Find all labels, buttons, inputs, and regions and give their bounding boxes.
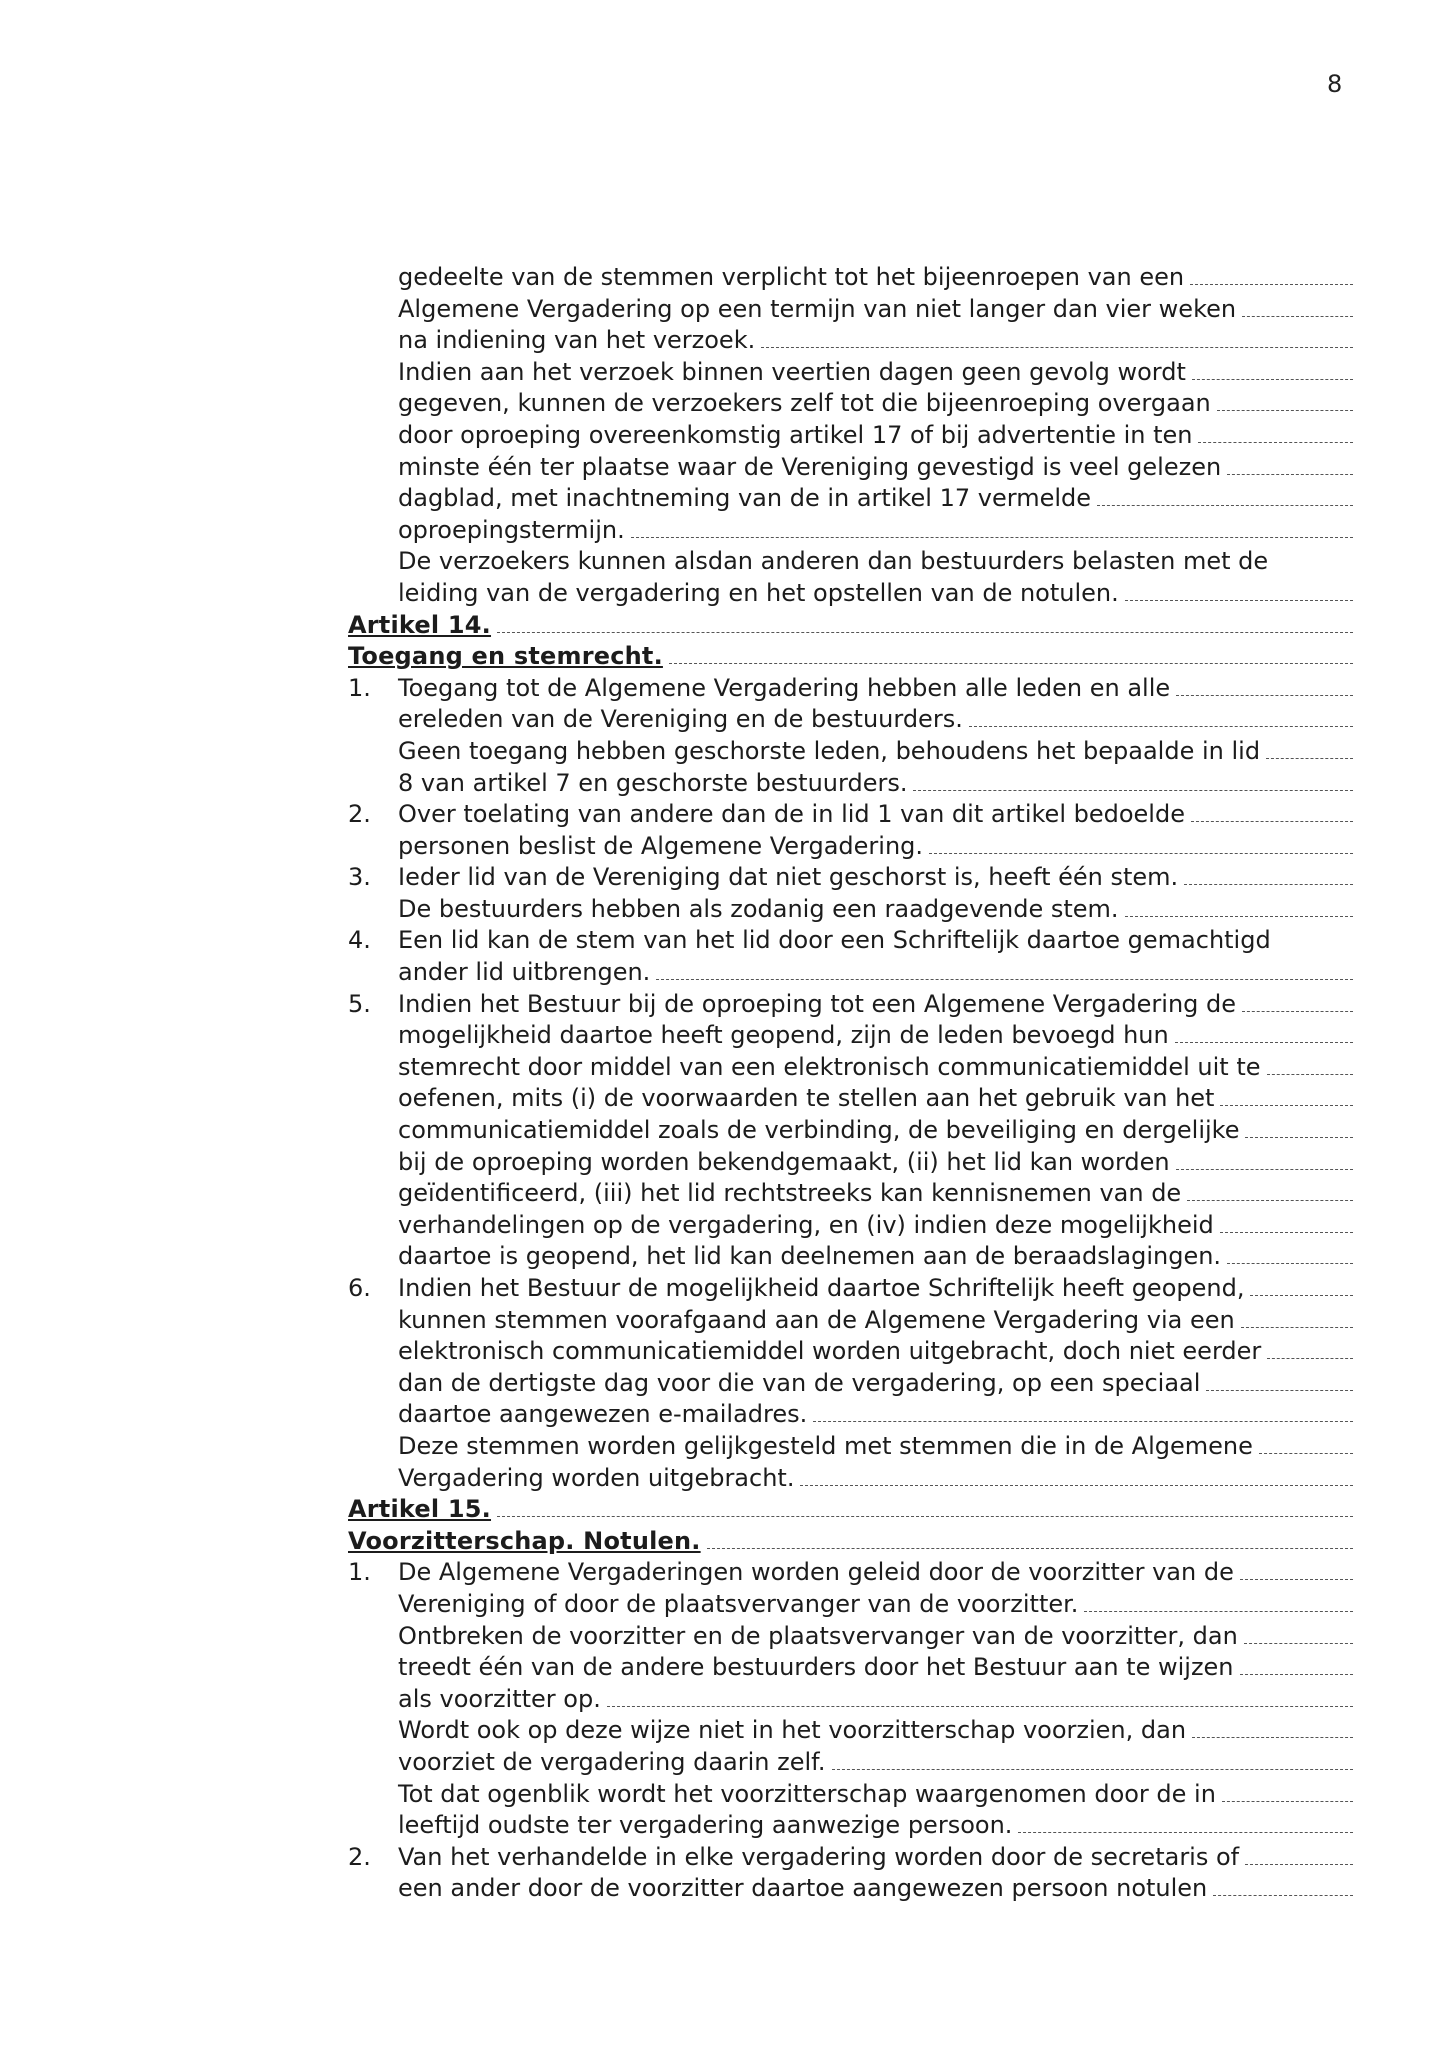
text-line (348, 546, 1353, 578)
line-text: leiding van de vergadering en het opstellen van de notulen. (398, 578, 1119, 607)
heading-text: Artikel 14. (348, 610, 492, 639)
text-line (348, 1399, 1353, 1431)
line-text: voorziet de vergadering daarin zelf. (398, 1747, 826, 1776)
text-line (348, 1431, 1353, 1463)
list-number: 6. (348, 1274, 371, 1302)
fill-dash-line (1242, 1011, 1353, 1012)
line-text: Indien het Bestuur de mogelijkheid daartoe Schriftelijk heeft geopend, (398, 1274, 1245, 1302)
line-text: na indiening van het verzoek. (398, 326, 756, 355)
line-text: oefenen, mits (i) de voorwaarden te stellen aan het gebruik van het (398, 1084, 1215, 1113)
list-item-line (348, 925, 1353, 957)
text-line (348, 1210, 1353, 1242)
text-line (348, 957, 1353, 989)
article-heading (348, 1526, 1353, 1558)
line-text: geïdentificeerd, (iii) het lid rechtstreeks kan kennisnemen van de (398, 1179, 1182, 1208)
list-item-line (348, 989, 1353, 1021)
text-line (348, 768, 1353, 800)
heading-text: Voorzitterschap. Notulen. (348, 1526, 701, 1555)
fill-dash-line (1187, 1200, 1353, 1201)
line-text: De Algemene Vergaderingen worden geleid door de voorzitter van de (398, 1558, 1234, 1587)
line-text: gedeelte van de stemmen verplicht tot het bijeenroepen van een (398, 263, 1185, 291)
text-line (348, 831, 1353, 863)
list-item-line (348, 862, 1353, 894)
text-line (348, 262, 1353, 294)
fill-dash-line (656, 979, 1353, 980)
text-line (348, 452, 1353, 484)
line-text: 8 van artikel 7 en geschorste bestuurders. (398, 768, 908, 797)
line-text: Ieder lid van de Vereniging dat niet geschorst is, heeft één stem. (398, 863, 1179, 892)
fill-dash-line (1125, 916, 1353, 917)
list-number: 1. (348, 1558, 371, 1587)
fill-dash-line (1191, 821, 1353, 822)
text-line (348, 325, 1353, 357)
text-line (348, 1178, 1353, 1210)
text-line (348, 1115, 1353, 1147)
line-text: daartoe aangewezen e-mailadres. (398, 1400, 808, 1429)
line-text: ereleden van de Vereniging en de bestuurders. (398, 705, 963, 734)
fill-dash-line (631, 537, 1353, 538)
fill-dash-line (1266, 758, 1353, 759)
fill-dash-line (1267, 1358, 1353, 1359)
fill-dash-line (1240, 1674, 1353, 1675)
text-line (348, 1463, 1353, 1495)
fill-dash-line (761, 347, 1353, 348)
text-line (348, 1147, 1353, 1179)
fill-dash-line (1217, 410, 1353, 411)
fill-dash-line (1097, 505, 1353, 506)
text-line (348, 1052, 1353, 1084)
text-line (348, 1621, 1353, 1653)
fill-dash-line (1192, 379, 1353, 380)
fill-dash-line (1227, 1263, 1353, 1264)
line-text: een ander door de voorzitter daartoe aangewezen persoon notulen (398, 1874, 1208, 1903)
list-item-line (348, 1842, 1353, 1874)
fill-dash-line (1220, 1105, 1353, 1106)
text-line (348, 578, 1353, 610)
line-text: Algemene Vergadering op een termijn van niet langer dan vier weken (398, 294, 1237, 323)
line-text: minste één ter plaatse waar de Vereniging gevestigd is veel gelezen (398, 452, 1222, 481)
line-text: Tot dat ogenblik wordt het voorzitterschap waargenomen door de in (398, 1779, 1216, 1808)
fill-dash-line (1227, 474, 1353, 475)
line-text: Van het verhandelde in elke vergadering worden door de secretaris of (398, 1842, 1240, 1871)
fill-dash-line (1222, 1801, 1353, 1802)
line-text: Ontbreken de voorzitter en de plaatsvervanger van de voorzitter, dan (398, 1621, 1238, 1650)
text-line (348, 1241, 1353, 1273)
line-text: personen beslist de Algemene Vergadering. (398, 831, 924, 860)
fill-dash-line (1220, 1232, 1353, 1233)
fill-dash-line (669, 663, 1353, 664)
page-number: 8 (1327, 70, 1343, 98)
text-line (348, 1083, 1353, 1115)
fill-dash-line (1242, 316, 1353, 317)
fill-dash-line (1244, 1643, 1353, 1644)
article-heading (348, 641, 1353, 673)
fill-dash-line (1190, 284, 1353, 285)
fill-dash-line (497, 632, 1353, 633)
fill-dash-line (1198, 442, 1353, 443)
fill-dash-line (913, 790, 1353, 791)
text-line (348, 483, 1353, 515)
line-text: De verzoekers kunnen alsdan anderen dan bestuurders belasten met de (398, 547, 1269, 576)
line-text: Vereniging of door de plaatsvervanger van de voorzitter. (398, 1589, 1079, 1618)
fill-dash-line (1175, 1042, 1353, 1043)
line-text: Indien aan het verzoek binnen veertien dagen geen gevolg wordt (398, 357, 1186, 386)
fill-dash-line (1084, 1611, 1353, 1612)
list-number: 1. (348, 673, 371, 702)
list-number: 3. (348, 863, 371, 892)
fill-dash-line (1259, 1453, 1353, 1454)
line-text: Wordt ook op deze wijze niet in het voorzitterschap voorzien, dan (398, 1716, 1187, 1745)
text-line (348, 388, 1353, 420)
fill-dash-line (1176, 1169, 1353, 1170)
text-line (348, 1368, 1353, 1400)
line-text: kunnen stemmen voorafgaand aan de Algemene Vergadering via een (398, 1305, 1235, 1334)
text-line (348, 1336, 1353, 1368)
line-text: Indien het Bestuur bij de oproeping tot een Algemene Vergadering de (398, 989, 1237, 1018)
text-line (348, 420, 1353, 452)
text-line (348, 894, 1353, 926)
fill-dash-line (607, 1706, 1353, 1707)
line-text: Toegang tot de Algemene Vergadering hebben alle leden en alle (398, 673, 1171, 702)
fill-dash-line (1176, 695, 1353, 696)
text-line (348, 736, 1353, 768)
line-text: De bestuurders hebben als zodanig een raadgevende stem. (398, 894, 1119, 923)
heading-text: Toegang en stemrecht. (348, 642, 663, 671)
list-item-line (348, 1273, 1353, 1305)
text-line (348, 1715, 1353, 1747)
text-line (348, 1779, 1353, 1811)
line-text: verhandelingen op de vergadering, en (iv) indien deze mogelijkheid (398, 1210, 1214, 1239)
text-line (348, 357, 1353, 389)
text-line (348, 1873, 1353, 1905)
fill-dash-line (813, 1421, 1353, 1422)
list-number: 5. (348, 989, 371, 1018)
line-text: dan de dertigste dag voor die van de vergadering, op een speciaal (398, 1368, 1201, 1397)
line-text: ander lid uitbrengen. (398, 958, 651, 987)
line-text: stemrecht door middel van een elektronisch communicatiemiddel uit te (398, 1052, 1261, 1081)
heading-text: Artikel 15. (348, 1495, 492, 1524)
fill-dash-line (707, 1548, 1353, 1549)
fill-dash-line (1245, 1137, 1353, 1138)
line-text: Over toelating van andere dan de in lid 1 van dit artikel bedoelde (398, 800, 1185, 829)
text-line (348, 515, 1353, 547)
line-text: leeftijd oudste ter vergadering aanwezige persoon. (398, 1811, 1013, 1840)
line-text: als voorzitter op. (398, 1684, 601, 1713)
text-line (348, 1747, 1353, 1779)
line-text: communicatiemiddel zoals de verbinding, de beveiliging en dergelijke (398, 1116, 1240, 1145)
document-body (348, 262, 1353, 1905)
line-text: oproepingstermijn. (398, 515, 625, 544)
line-text: bij de oproeping worden bekendgemaakt, (ii) het lid kan worden (398, 1147, 1170, 1176)
line-text: treedt één van de andere bestuurders door het Bestuur aan te wijzen (398, 1653, 1234, 1682)
list-number: 4. (348, 926, 371, 955)
list-item-line (348, 1557, 1353, 1589)
line-text: dagblad, met inachtneming van de in artikel 17 vermelde (398, 484, 1091, 513)
fill-dash-line (1125, 600, 1353, 601)
article-heading (348, 1494, 1353, 1526)
line-text: Een lid kan de stem van het lid door een Schriftelijk daartoe gemachtigd (398, 926, 1271, 955)
fill-dash-line (497, 1516, 1353, 1517)
fill-dash-line (1018, 1832, 1353, 1833)
fill-dash-line (969, 726, 1353, 727)
line-text: Vergadering worden uitgebracht. (398, 1463, 795, 1492)
line-text: door oproeping overeenkomstig artikel 17 of bij advertentie in ten (398, 420, 1193, 449)
fill-dash-line (1250, 1295, 1353, 1296)
fill-dash-line (1192, 1737, 1353, 1738)
fill-dash-line (1241, 1327, 1353, 1328)
list-item-line (348, 799, 1353, 831)
text-line (348, 1305, 1353, 1337)
list-number: 2. (348, 800, 371, 829)
line-text: daartoe is geopend, het lid kan deelnemen aan de beraadslagingen. (398, 1242, 1222, 1271)
fill-dash-line (1206, 1390, 1353, 1391)
text-line (348, 1652, 1353, 1684)
line-text: mogelijkheid daartoe heeft geopend, zijn de leden bevoegd hun (398, 1021, 1169, 1050)
text-line (348, 1020, 1353, 1052)
text-line (348, 1810, 1353, 1842)
text-line (348, 294, 1353, 326)
fill-dash-line (832, 1769, 1354, 1770)
fill-dash-line (1240, 1579, 1353, 1580)
text-line (348, 1684, 1353, 1716)
fill-dash-line (1213, 1895, 1353, 1896)
line-text: Deze stemmen worden gelijkgesteld met stemmen die in de Algemene (398, 1431, 1253, 1460)
list-item-line (348, 673, 1353, 705)
line-text: Geen toegang hebben geschorste leden, behoudens het bepaalde in lid (398, 736, 1261, 765)
article-heading (348, 610, 1353, 642)
fill-dash-line (1184, 884, 1353, 885)
line-text: gegeven, kunnen de verzoekers zelf tot die bijeenroeping overgaan (398, 389, 1211, 418)
line-text: elektronisch communicatiemiddel worden uitgebracht, doch niet eerder (398, 1337, 1262, 1366)
fill-dash-line (1245, 1864, 1353, 1865)
text-line (348, 704, 1353, 736)
fill-dash-line (1267, 1074, 1354, 1075)
list-number: 2. (348, 1842, 371, 1871)
fill-dash-line (800, 1485, 1353, 1486)
fill-dash-line (929, 853, 1353, 854)
text-line (348, 1589, 1353, 1621)
